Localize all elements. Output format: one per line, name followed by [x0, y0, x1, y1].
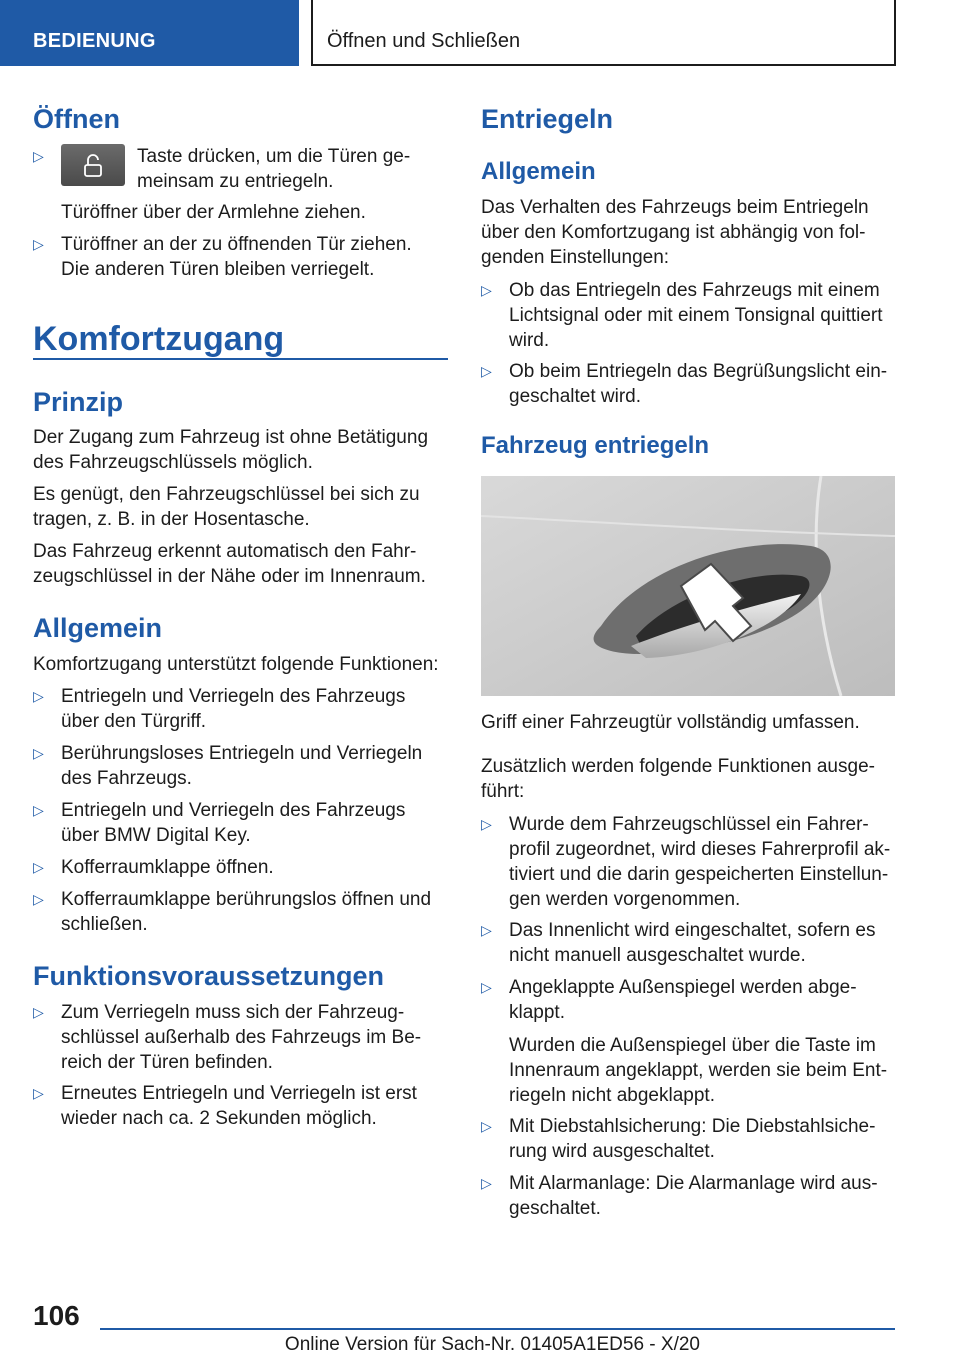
heading-fahrzeug-entriegeln: Fahrzeug entriegeln: [481, 432, 710, 459]
bullet-triangle-icon: ▷: [481, 979, 492, 995]
bullet-text: Taste drücken, um die Türen ge- meinsam zu entriegeln.: [137, 146, 411, 192]
bullet-triangle-icon: ▷: [481, 816, 492, 832]
paragraph: Komfortzugang unterstützt folgende Funktionen:: [33, 654, 439, 675]
list-item: ▷ Angeklappte Außenspiegel werden abge- klappt.: [481, 977, 857, 1023]
paragraph: Es genügt, den Fahrzeugschlüssel bei sich zu tragen, z. B. in der Hosentasche.: [33, 484, 420, 530]
paragraph: Zusätzlich werden folgende Funktionen ausge- führt:: [481, 756, 875, 802]
list-item: ▷ Zum Verriegeln muss sich der Fahrzeug- schlüssel außerhalb des Fahrzeugs im Be- reich der Türen befinden.: [33, 1002, 422, 1073]
bullet-triangle-icon: ▷: [33, 688, 44, 704]
heading-prinzip: Prinzip: [33, 387, 124, 417]
list-item: ▷ Erneutes Entriegeln und Verriegeln ist erst wieder nach ca. 2 Sekunden möglich.: [33, 1083, 417, 1129]
paragraph: Das Verhalten des Fahrzeugs beim Entriegeln über den Komfortzugang ist abhängig von fol- genden Einstellungen:: [481, 197, 869, 268]
heading-rule: [33, 358, 448, 360]
sub-paragraph: Türöffner über der Armlehne ziehen.: [61, 202, 366, 223]
bullet-triangle-icon: ▷: [481, 1118, 492, 1134]
door-handle-illustration: [481, 476, 895, 696]
bullet-triangle-icon: ▷: [33, 745, 44, 761]
list-item: ▷ Ob das Entriegeln des Fahrzeugs mit einem Lichtsignal oder mit einem Tonsignal quittiert wird.: [481, 280, 883, 351]
list-item: ▷ Türöffner an der zu öffnenden Tür ziehen. Die anderen Türen bleiben verriegelt.: [33, 234, 412, 280]
page-number: 106: [33, 1300, 80, 1331]
list-item: ▷ Entriegeln und Verriegeln des Fahrzeugs über den Türgriff.: [33, 686, 406, 732]
bullet-triangle-icon: ▷: [481, 363, 492, 379]
footer-rule: [100, 1328, 895, 1330]
heading-oeffnen: Öffnen: [33, 104, 120, 134]
chapter-tab: [311, 0, 896, 66]
image-caption: Griff einer Fahrzeugtür vollständig umfassen.: [481, 712, 860, 733]
heading-funktionsvoraussetzungen: Funktionsvoraussetzungen: [33, 961, 385, 991]
bullet-triangle-icon: ▷: [33, 236, 44, 252]
heading-allgemein: Allgemein: [33, 613, 163, 643]
list-item: ▷ Kofferraumklappe öffnen.: [33, 857, 274, 878]
bullet-triangle-icon: ▷: [33, 802, 44, 818]
list-item: [33, 144, 448, 194]
paragraph: Der Zugang zum Fahrzeug ist ohne Betätigung des Fahrzeugschlüssels möglich.: [33, 427, 429, 473]
bullet-triangle-icon: ▷: [33, 859, 44, 875]
section-label: BEDIENUNG: [33, 30, 156, 52]
door-handle-photo: [481, 476, 895, 696]
bullet-triangle-icon: ▷: [481, 1175, 492, 1191]
heading-entriegeln: Entriegeln: [481, 104, 614, 134]
unlock-button-icon: [61, 144, 125, 186]
bullet-triangle-icon: ▷: [33, 1004, 44, 1020]
list-item: ▷ Entriegeln und Verriegeln des Fahrzeugs über BMW Digital Key.: [33, 800, 406, 846]
unlock-symbol: [61, 144, 125, 186]
paragraph: Das Fahrzeug erkennt automatisch den Fahr- zeugschlüssel in der Nähe oder im Innenraum.: [33, 541, 426, 587]
bullet-triangle-icon: ▷: [33, 148, 44, 164]
bullet-triangle-icon: ▷: [33, 891, 44, 907]
sub-paragraph: Wurden die Außenspiegel über die Taste im Innenraum angeklappt, werden sie beim Ent- riegeln nicht abgeklappt.: [509, 1035, 888, 1106]
footer-text: Online Version für Sach-Nr. 01405A1ED56 - X/20: [284, 1334, 700, 1355]
chapter-label: Öffnen und Schließen: [327, 30, 521, 52]
list-item: ▷ Ob beim Entriegeln das Begrüßungslicht ein- geschaltet wird.: [481, 361, 888, 407]
heading-komfortzugang: Komfortzugang: [33, 320, 285, 358]
list-item: ▷ Mit Alarmanlage: Die Alarmanlage wird aus- geschaltet.: [481, 1173, 878, 1219]
list-item: ▷ Das Innenlicht wird eingeschaltet, sofern es nicht manuell ausgeschaltet wurde.: [481, 920, 876, 966]
list-item: ▷ Mit Diebstahlsicherung: Die Diebstahlsiche- rung wird ausgeschaltet.: [481, 1116, 876, 1162]
list-item: ▷ Berührungsloses Entriegeln und Verriegeln des Fahrzeugs.: [33, 743, 423, 789]
heading-allgemein: Allgemein: [481, 158, 596, 185]
bullet-triangle-icon: ▷: [481, 282, 492, 298]
list-item: ▷ Wurde dem Fahrzeugschlüssel ein Fahrer- profil zugeordnet, wird dieses Fahrerprofil ak- tiviert und die darin gespeicherten Einstellun- gen werden vorgenommen.: [481, 814, 891, 910]
bullet-triangle-icon: ▷: [481, 922, 492, 938]
section-tab: [0, 0, 299, 66]
list-item: ▷ Kofferraumklappe berührungslos öffnen und schließen.: [33, 889, 432, 935]
bullet-triangle-icon: ▷: [33, 1085, 44, 1101]
